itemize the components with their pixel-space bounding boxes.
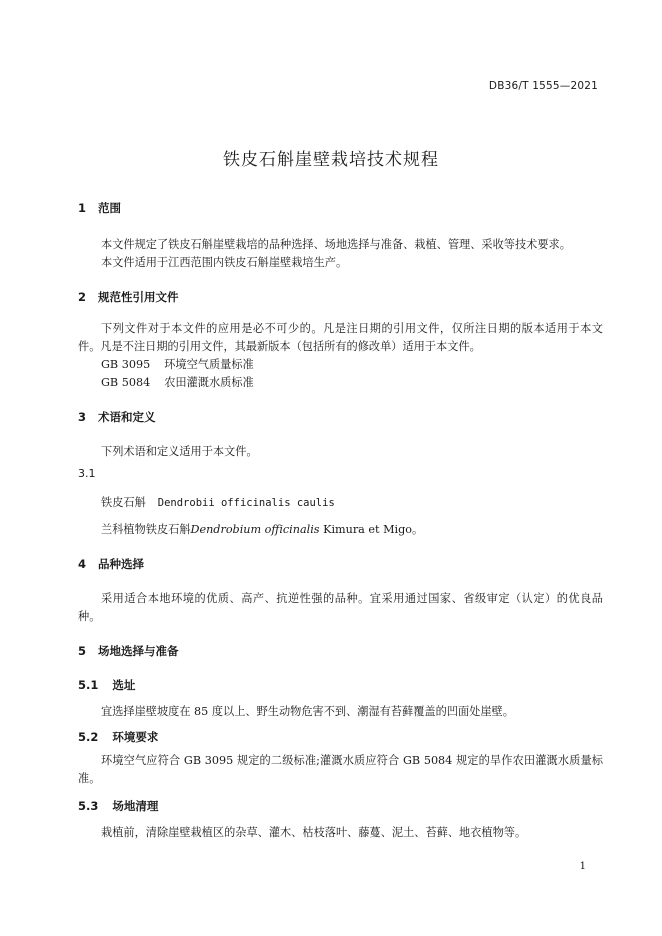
subsection-5-3-paragraph: 栽植前，清除崖壁栽植区的杂草、灌木、枯枝落叶、藤蔓、泥土、苔藓、地衣植物等。 (101, 826, 527, 839)
subsection-5-1-number: 5.1 (78, 678, 99, 692)
section-4-number: 4 (78, 557, 87, 571)
document-number: DB36/T 1555—2021 (488, 80, 598, 92)
section-5-heading (78, 643, 179, 659)
subsection-5-3-heading (78, 798, 158, 814)
subsection-5-3-number: 5.3 (78, 799, 99, 813)
section-5-title: 场地选择与准备 (98, 644, 179, 658)
subsection-5-2-heading (78, 729, 158, 745)
section-3-intro: 下列术语和定义适用于本文件。 (101, 445, 258, 458)
section-3-number: 3 (78, 410, 87, 424)
subsection-5-3-title: 场地清理 (112, 799, 159, 813)
reference-name: 环境空气质量标准 (164, 358, 254, 371)
term-number: 3.1 (78, 467, 96, 480)
section-1-title: 范围 (98, 201, 122, 215)
reference-code: GB 3095 (101, 358, 151, 371)
section-3-heading (78, 409, 156, 425)
definition-suffix: Kimura et Migo。 (319, 523, 424, 536)
subsection-5-1-heading (78, 677, 135, 693)
section-4-paragraph: 采用适合本地环境的优质、高产、抗逆性强的品种。宜采用通过国家、省级审定（认定）的优良品种。 (78, 592, 603, 623)
section-4-title: 品种选择 (98, 557, 145, 571)
subsection-5-1-paragraph: 宜选择崖壁坡度在 85 度以上、野生动物危害不到、潮湿有苔藓覆盖的凹面处崖壁。 (101, 705, 514, 718)
term-latin: Dendrobii officinalis caulis (157, 497, 335, 509)
section-2-number: 2 (78, 290, 87, 304)
definition-prefix: 兰科植物铁皮石斛 (101, 523, 191, 536)
section-3-title: 术语和定义 (98, 410, 156, 424)
subsection-5-2-paragraph: 环境空气应符合 GB 3095 规定的二级标准;灌溉水质应符合 GB 5084 规定的旱作农田灌溉水质量标准。 (78, 754, 603, 785)
section-1-number: 1 (78, 201, 87, 215)
page-title: 铁皮石斛崖壁栽培技术规程 (223, 150, 439, 170)
reference-item (101, 356, 254, 372)
section-2-title: 规范性引用文件 (98, 290, 179, 304)
section-1-heading (78, 200, 121, 216)
term-definition (101, 521, 423, 537)
definition-species: Dendrobium officinalis (190, 523, 320, 536)
subsection-5-2-number: 5.2 (78, 730, 99, 744)
subsection-5-1-title: 选址 (112, 678, 136, 692)
section-5-number: 5 (78, 644, 87, 658)
subsection-5-2-title: 环境要求 (112, 730, 159, 744)
section-4-heading (78, 556, 144, 572)
reference-code: GB 5084 (101, 376, 151, 389)
term-entry (101, 494, 335, 510)
section-2-paragraph: 下列文件对于本文件的应用是必不可少的。凡是注日期的引用文件，仅所注日期的版本适用于本文件。凡是不注日期的引用文件，其最新版本（包括所有的修改单）适用于本文件。 (78, 322, 603, 353)
reference-name: 农田灌溉水质标准 (164, 376, 254, 389)
reference-item (101, 374, 254, 390)
section-1-paragraph-2: 本文件适用于江西范围内铁皮石斛崖壁栽培生产。 (101, 256, 348, 269)
section-2-heading (78, 289, 179, 305)
term-chinese: 铁皮石斛 (101, 496, 146, 509)
page-number: 1 (579, 861, 586, 872)
section-1-paragraph-1: 本文件规定了铁皮石斛崖壁栽培的品种选择、场地选择与准备、栽植、管理、采收等技术要求。 (101, 238, 571, 251)
